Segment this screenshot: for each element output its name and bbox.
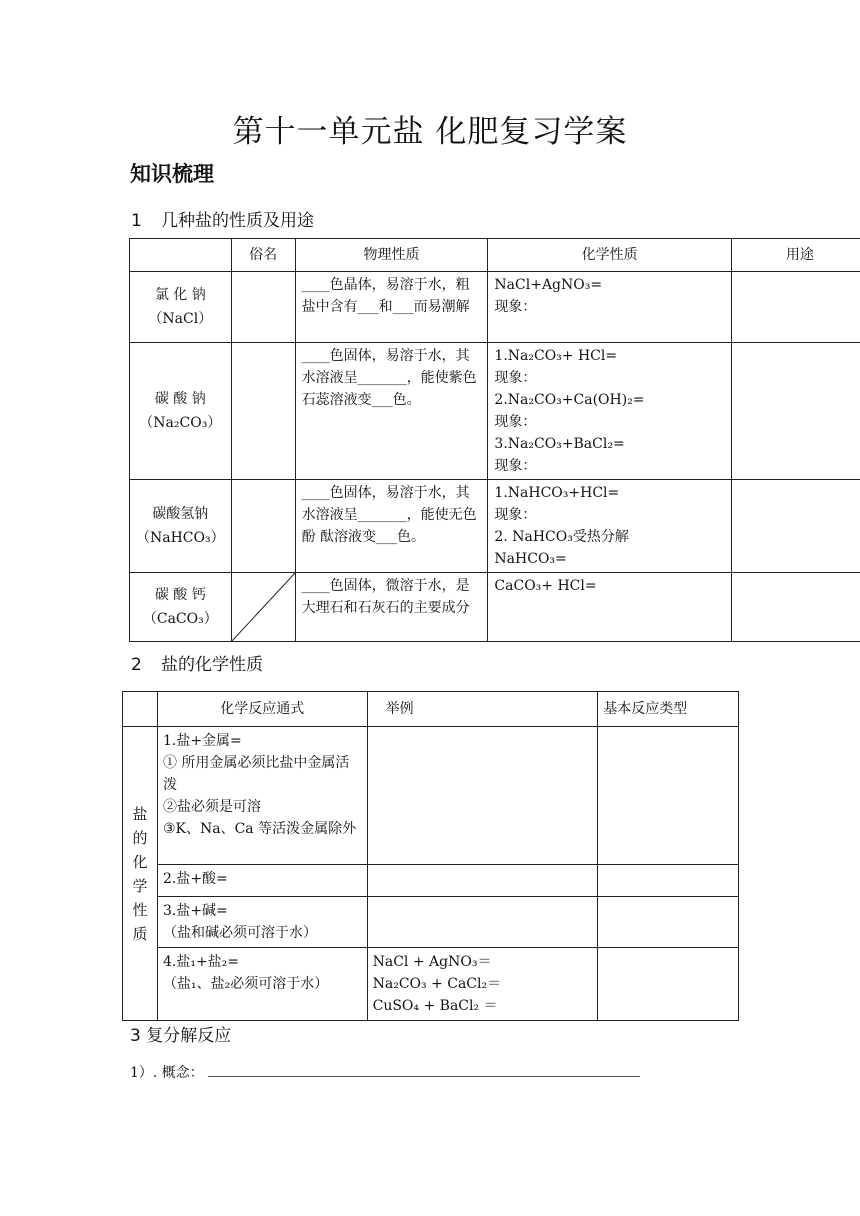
example-cell xyxy=(367,897,598,948)
chem-line: 现象： xyxy=(494,414,537,430)
table-row xyxy=(130,480,860,573)
general-formula xyxy=(157,948,367,1021)
header-cell: 化学性质 xyxy=(488,239,731,272)
reaction-type-cell xyxy=(598,727,739,865)
general-formula xyxy=(157,865,367,897)
common-name-cell-crossed xyxy=(231,573,295,642)
concept-label: 1）. 概念： xyxy=(130,1065,204,1081)
formula-line: （盐₁、盐₂必须可溶于水） xyxy=(162,976,329,992)
side-char: 盐 xyxy=(132,804,148,823)
salt-formula: （NaHCO₃） xyxy=(136,530,225,546)
formula-line: ②盐必须是可溶 xyxy=(162,799,261,815)
header-cell: 俗名 xyxy=(231,239,295,272)
chem-line: 现象： xyxy=(494,299,537,315)
side-label xyxy=(123,727,158,1021)
salt-reactions-table xyxy=(122,691,739,1021)
diagonal-line xyxy=(232,573,295,641)
formula-line: 1.盐+金属= xyxy=(162,733,242,749)
uses-cell xyxy=(731,343,860,480)
chemical-properties xyxy=(488,272,731,343)
physical-properties: ____色固体，微溶于水，是大理石和石灰石的主要成分 xyxy=(295,573,488,642)
table-header-row xyxy=(123,692,739,727)
formula-line: 3.盐+碱= xyxy=(162,903,228,919)
formula-line: 4.盐₁+盐₂= xyxy=(162,954,240,970)
example-cell xyxy=(367,727,598,865)
salt-formula: （Na₂CO₃） xyxy=(139,415,222,431)
example-cell xyxy=(367,948,598,1021)
formula-line: （盐和碱必须可溶于水） xyxy=(162,925,317,941)
salt-formula: （CaCO₃） xyxy=(142,611,218,627)
physical-properties: ____色固体，易溶于水，其水溶液呈_______，能使紫色石蕊溶液变___色。 xyxy=(295,343,488,480)
side-char: 学 xyxy=(132,876,148,895)
header-cell: 基本反应类型 xyxy=(598,692,739,727)
chem-line: 1.Na₂CO₃+ HCl= xyxy=(494,348,618,364)
concept-line xyxy=(130,1062,640,1082)
formula-line: ① 所用金属必须比盐中金属活泼 xyxy=(162,755,350,793)
reaction-type-cell xyxy=(598,865,739,897)
header-cell: 物理性质 xyxy=(295,239,488,272)
example-line: NaCl + AgNO₃＝ xyxy=(372,954,492,970)
concept-blank[interactable] xyxy=(208,1062,640,1077)
section-heading: 知识梳理 xyxy=(130,162,214,186)
header-cell: 化学反应通式 xyxy=(157,692,367,727)
uses-cell xyxy=(731,480,860,573)
salt-name: 氯 化 钠 xyxy=(154,287,206,303)
general-formula xyxy=(157,727,367,865)
section-3-heading: 3 复分解反应 xyxy=(130,1026,232,1046)
salt-name-cell xyxy=(130,480,232,573)
header-cell xyxy=(123,692,158,727)
page-title: 第十一单元盐 化肥复习学案 xyxy=(232,114,628,150)
side-char: 性 xyxy=(132,900,148,919)
table-row xyxy=(123,897,739,948)
chem-line: CaCO₃+ HCl= xyxy=(494,578,597,594)
chem-line: NaHCO₃= xyxy=(494,551,567,567)
uses-cell xyxy=(731,573,860,642)
uses-cell xyxy=(731,272,860,343)
side-char: 质 xyxy=(132,924,148,943)
example-cell xyxy=(367,865,598,897)
table-row xyxy=(123,727,739,865)
salt-name: 碳 酸 钙 xyxy=(154,587,206,603)
table-header-row xyxy=(130,239,860,272)
section-2-heading xyxy=(131,650,263,675)
table-row xyxy=(130,343,860,480)
general-formula xyxy=(157,897,367,948)
common-name-cell xyxy=(231,343,295,480)
table-row xyxy=(123,865,739,897)
common-name-cell xyxy=(231,272,295,343)
table-row xyxy=(123,948,739,1021)
chemical-properties xyxy=(488,343,731,480)
common-name-cell xyxy=(231,480,295,573)
chemical-properties xyxy=(488,480,731,573)
salt-name: 碳酸氢钠 xyxy=(152,506,209,522)
chem-line: 现象： xyxy=(494,458,537,474)
table-row xyxy=(130,573,860,642)
side-char: 的 xyxy=(132,828,148,847)
section-2-number: 2 xyxy=(131,655,142,675)
header-cell: 用途 xyxy=(731,239,860,272)
section-1-heading xyxy=(131,206,314,231)
salt-name-cell xyxy=(130,573,232,642)
side-char: 化 xyxy=(132,852,148,871)
section-2-title: 盐的化学性质 xyxy=(161,655,263,675)
example-line: Na₂CO₃ + CaCl₂＝ xyxy=(372,976,502,992)
salts-table xyxy=(129,238,860,642)
reaction-type-cell xyxy=(598,897,739,948)
physical-properties: ____色晶体，易溶于水，粗盐中含有___和___而易潮解 xyxy=(295,272,488,343)
chemical-properties xyxy=(488,573,731,642)
chem-line: 2.Na₂CO₃+Ca(OH)₂= xyxy=(494,392,645,408)
chem-line: 3.Na₂CO₃+BaCl₂= xyxy=(494,436,625,452)
chem-line: NaCl+AgNO₃= xyxy=(494,277,603,293)
physical-properties: ____色固体，易溶于水，其水溶液呈_______，能使无色酚 酞溶液变___色。 xyxy=(295,480,488,573)
section-1-number: 1 xyxy=(131,211,142,231)
formula-line: 2.盐+酸= xyxy=(162,871,228,887)
chem-line: 2. NaHCO₃受热分解 xyxy=(494,529,629,545)
formula-line: ③K、Na、Ca 等活泼金属除外 xyxy=(162,821,357,837)
salt-name-cell xyxy=(130,272,232,343)
salt-name-cell xyxy=(130,343,232,480)
header-cell: 举例 xyxy=(367,692,598,727)
section-1-title: 几种盐的性质及用途 xyxy=(161,211,314,231)
salt-name: 碳 酸 钠 xyxy=(154,391,206,407)
reaction-type-cell xyxy=(598,948,739,1021)
chem-line: 1.NaHCO₃+HCl= xyxy=(494,485,620,501)
table-row xyxy=(130,272,860,343)
example-line: CuSO₄ + BaCl₂ ＝ xyxy=(372,998,498,1014)
salt-formula: （NaCl） xyxy=(148,311,213,327)
chem-line: 现象： xyxy=(494,370,537,386)
chem-line: 现象： xyxy=(494,507,537,523)
header-cell xyxy=(130,239,232,272)
